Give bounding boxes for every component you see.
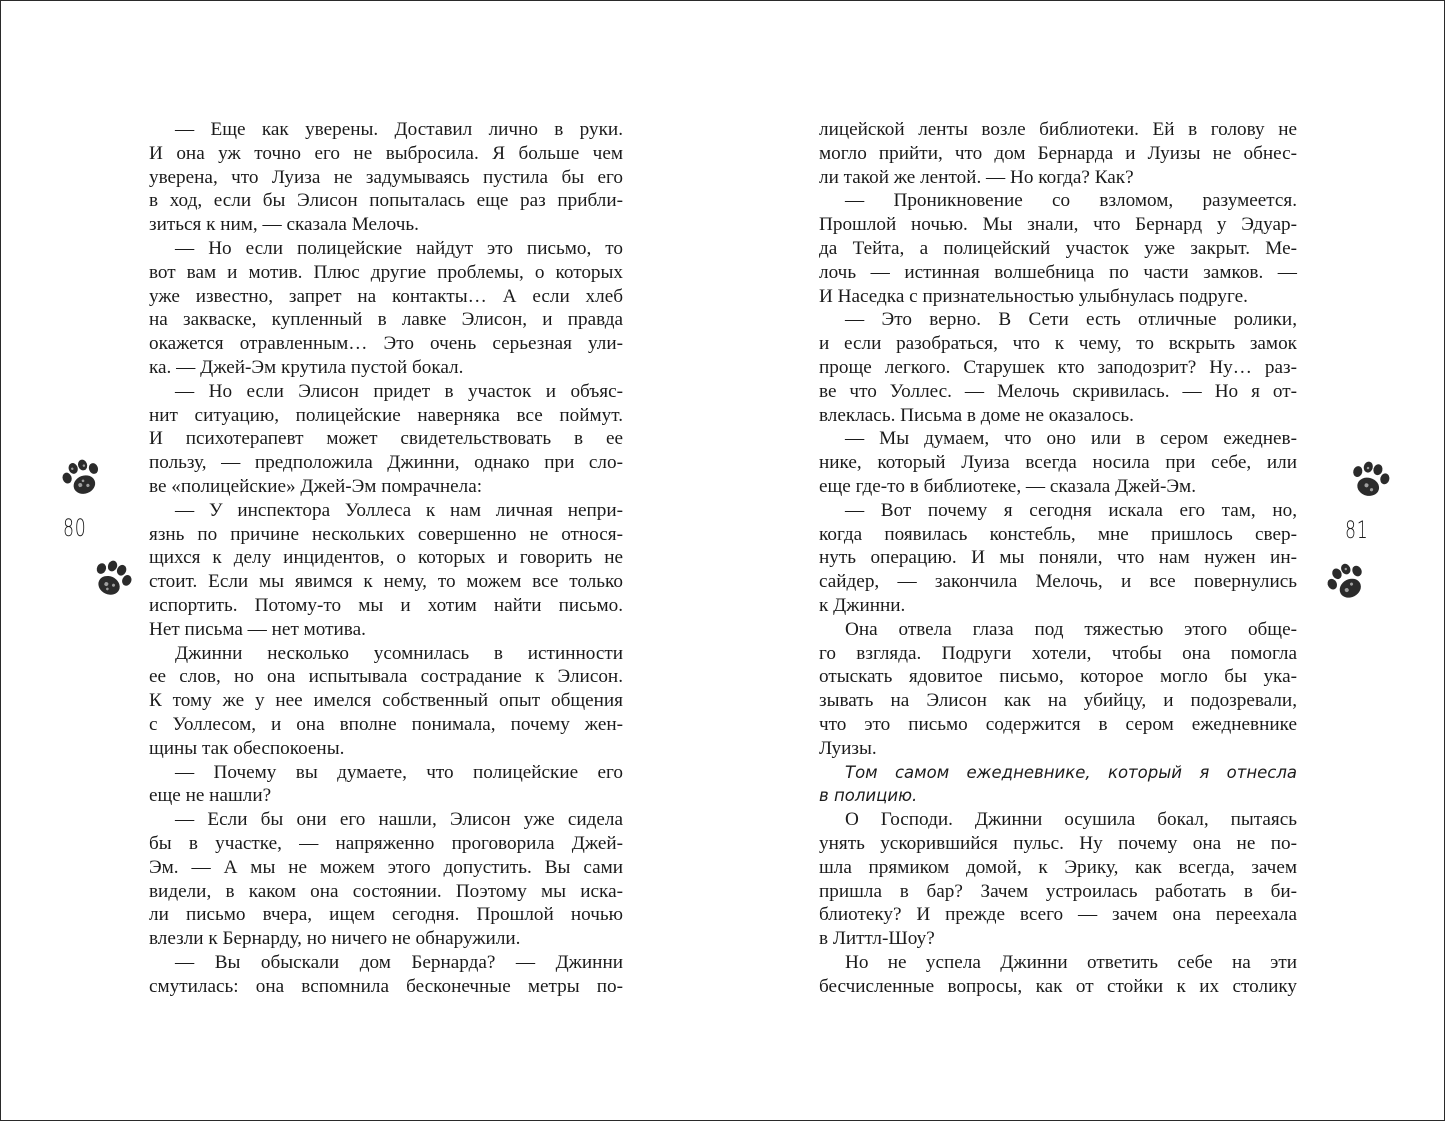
text-line: Прошлой ночью. Мы знали, что Бернард у Эдуар-: [819, 214, 1297, 236]
text-line: К тому же у нее имелся собственный опыт общения: [149, 690, 623, 712]
text-line: унять ускорившийся пульс. Ну почему она не по-: [819, 832, 1297, 854]
text-line: Эм. — А мы не можем этого допустить. Вы сами: [149, 856, 623, 878]
text-line: — Вот почему я сегодня искала его там, но,: [845, 499, 1297, 521]
text-line: щихся к делу инцидентов, о которых и говорить не: [149, 547, 623, 569]
right-page-text: [819, 118, 1297, 998]
text-line: влезли к Бернарду, но ничего не обнаружили.: [149, 928, 521, 950]
text-line: к Джинни.: [819, 594, 906, 616]
text-line: ли письмо вчера, ищем сегодня. Прошлой ночью: [149, 904, 623, 926]
text-line: проще легкого. Старушек кто заподозрит? Ну… раз-: [819, 356, 1297, 378]
text-line: бы в участке, — напряженно проговорила Джей-: [149, 832, 623, 854]
text-line: ка. — Джей-Эм крутила пустой бокал.: [149, 356, 464, 378]
text-line: пришла в бар? Зачем устроилась работать в би-: [819, 880, 1297, 902]
text-line: лочь — истинная волшебница по части замков. —: [819, 261, 1297, 283]
text-line: ве что Уоллес. — Мелочь скривилась. — Но я от-: [819, 380, 1297, 402]
text-line: стоит. Если мы явимся к нему, то можем все только: [149, 571, 623, 593]
text-line: И Наседка с признательностью улыбнулась подруге.: [819, 285, 1248, 307]
text-line: зывать на Элисон как на убийцу, и подозревали,: [819, 690, 1297, 712]
text-line: — Мы думаем, что оно или в сером ежеднев-: [845, 428, 1297, 450]
text-line: в Литтл-Шоу?: [819, 928, 935, 950]
text-line: ее слов, но она испытывала сострадание к Элисон.: [149, 666, 623, 688]
text-line: И психотерапевт может свидетельствовать в ее: [149, 428, 623, 450]
text-line: язнь по причине нескольких совершенно не относя-: [149, 523, 623, 545]
text-line: уже известно, запрет на контакты… А если хлеб: [149, 285, 623, 307]
text-line: сайдер, — закончила Мелочь, и все повернулись: [819, 571, 1297, 593]
text-line: — Но если полицейские найдут это письмо, то: [175, 237, 623, 259]
text-line: Нет письма — нет мотива.: [149, 618, 366, 640]
text-line: О Господи. Джинни осушила бокал, пытаясь: [845, 809, 1297, 831]
text-line: вот вам и мотив. Плюс другие проблемы, о которых: [149, 261, 623, 283]
text-line: — У инспектора Уоллеса к нам личная непри-: [175, 499, 623, 521]
text-line: — Если бы они его нашли, Элисон уже сидела: [175, 809, 623, 831]
text-line: ве «полицейские» Джей-Эм помрачнела:: [149, 475, 483, 497]
text-line: Джинни несколько усомнилась в истинности: [175, 642, 623, 664]
text-line: да Тейта, а полицейский участок уже закрыт. Ме-: [819, 237, 1297, 259]
left-page-text: [149, 118, 623, 998]
text-line: отыскать ядовитое письмо, которое могло бы ука-: [819, 666, 1297, 688]
text-line: — Проникновение со взломом, разумеется.: [845, 190, 1297, 212]
text-line: — Вы обыскали дом Бернарда? — Джинни: [175, 951, 623, 973]
text-line: — Это верно. В Сети есть отличные ролики,: [845, 309, 1297, 331]
text-line: нике, который Луиза всегда носила при себе, или: [819, 452, 1297, 474]
text-line: видели, в каком она состоянии. Поэтому мы иска-: [149, 880, 623, 902]
text-line: Том самом ежедневнике, который я отнесла: [845, 762, 1297, 782]
text-line: — Почему вы думаете, что полицейские его: [175, 761, 623, 783]
text-line: зиться к ним, — сказала Мелочь.: [149, 214, 419, 236]
page-number-left: 80: [63, 514, 87, 542]
text-line: на закваске, купленный в лавке Элисон, и правда: [149, 309, 623, 331]
text-line: пользу, — предположила Джинни, однако при сло-: [149, 452, 623, 474]
text-line: нит ситуацию, полицейские наверняка все поймут.: [149, 404, 623, 426]
text-line: Но не успела Джинни ответить себе на эти: [845, 951, 1297, 973]
text-line: окажется отравленным… Это очень серьезная ули-: [149, 333, 623, 355]
text-line: шла прямиком домой, к Эрику, как всегда, зачем: [819, 856, 1297, 878]
text-line: испортить. Потому-то мы и хотим найти письмо.: [149, 594, 623, 616]
text-line: блиотеку? И прежде всего — зачем она переехала: [819, 904, 1297, 926]
text-line: ли такой же лентой. — Но когда? Как?: [819, 166, 1134, 188]
text-line: смутилась: она вспомнила бесконечные метры по-: [149, 975, 623, 997]
text-line: и если разобраться, что к чему, то вскрыть замок: [819, 333, 1297, 355]
text-line: щины так обеспокоены.: [149, 737, 345, 759]
text-line: что это письмо содержится в сером ежедневнике: [819, 713, 1297, 735]
text-line: когда появилась констебль, мне пришлось свер-: [819, 523, 1297, 545]
text-line: влеклась. Письма в доме не оказалось.: [819, 404, 1134, 426]
text-line: — Но если Элисон придет в участок и объяс-: [175, 380, 623, 402]
text-line: с Уоллесом, и она вполне понимала, почему жен-: [149, 713, 623, 735]
text-line: И она уж точно его не выбросила. Я больше чем: [149, 142, 623, 164]
text-line: еще не нашли?: [149, 785, 272, 807]
text-line: бесчисленные вопросы, как от стойки к их столику: [819, 975, 1297, 997]
text-line: Она отвела глаза под тяжестью этого обще-: [845, 618, 1297, 640]
text-line: могло прийти, что дом Бернарда и Луизы не обнес-: [819, 142, 1297, 164]
text-line: еще где-то в библиотеке, — сказала Джей-Эм.: [819, 475, 1196, 497]
text-line: в полицию.: [819, 786, 918, 806]
text-line: уверена, что Луиза не задумываясь пустила бы его: [149, 166, 623, 188]
text-line: го взгляда. Подруги хотели, чтобы она помогла: [819, 642, 1297, 664]
text-line: нуть операцию. И мы поняли, что нам нужен ин-: [819, 547, 1297, 569]
text-line: в ход, если бы Элисон попыталась еще раз прибли-: [149, 190, 623, 212]
text-line: Луизы.: [819, 737, 877, 759]
page-number-right: 81: [1345, 516, 1369, 544]
text-line: — Еще как уверены. Доставил лично в руки.: [175, 119, 623, 140]
text-line: лицейской ленты возле библиотеки. Ей в голову не: [819, 119, 1297, 140]
